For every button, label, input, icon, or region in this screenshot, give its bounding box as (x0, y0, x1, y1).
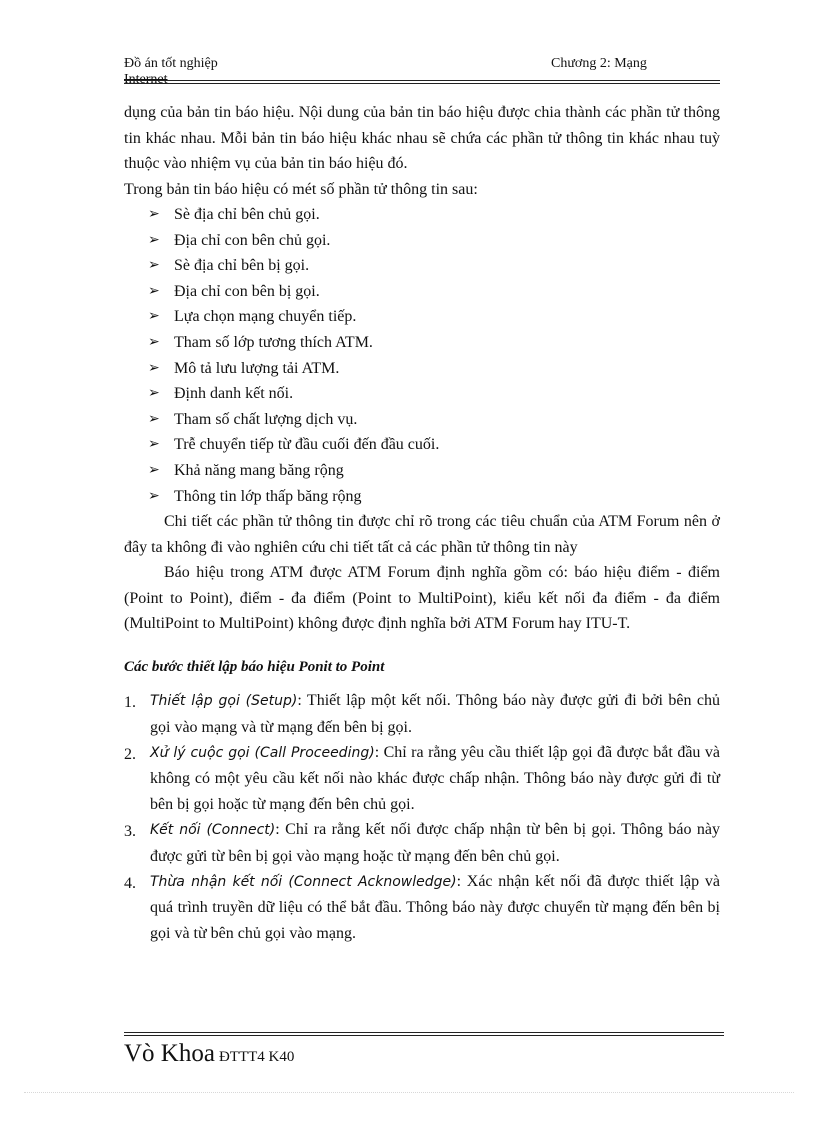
author-class: ĐTTT4 K40 (218, 1049, 295, 1065)
list-item: ➢ Thông tin lớp thấp băng rộng (148, 484, 720, 510)
step-term: Thiết lập gọi (Setup) (150, 693, 298, 710)
step-term: Xử lý cuộc gọi (Call Proceeding) (150, 744, 375, 761)
info-elements-list (124, 202, 720, 509)
arrow-bullet-icon: ➢ (148, 308, 160, 325)
arrow-bullet-icon: ➢ (148, 333, 160, 350)
arrow-bullet-icon: ➢ (148, 410, 160, 427)
page-header (124, 54, 720, 88)
page-edge-divider (24, 1092, 794, 1093)
list-item: ➢ Lựa chọn mạng chuyển tiếp. (148, 304, 720, 330)
header-thesis-label: Đồ án tốt nghiệp (124, 56, 218, 71)
author-name: Vò Khoa (124, 1040, 215, 1067)
step-item (124, 688, 720, 740)
step-term: Kết nối (Connect) (150, 822, 276, 839)
header-rule (124, 80, 720, 84)
setup-steps-list (124, 688, 720, 946)
footer-author (124, 1040, 294, 1068)
arrow-bullet-icon: ➢ (148, 436, 160, 453)
arrow-bullet-icon: ➢ (148, 359, 160, 376)
footer-rule (124, 1032, 724, 1036)
list-item: ➢ Trễ chuyển tiếp từ đầu cuối đến đầu cuối. (148, 432, 720, 458)
step-description: : Xác nhận kết nối đã được thiết lập và quá trình truyền dữ liệu có thể bắt đầu. Thông báo này được chuyển từ mạng đến bên bị gọi và từ bên chủ gọi vào mạng. (150, 872, 721, 942)
list-item: ➢ Địa chỉ con bên bị gọi. (148, 279, 720, 305)
step-number: 4. (124, 874, 136, 892)
list-item: ➢ Sè địa chỉ bên bị gọi. (148, 253, 720, 279)
step-item (124, 817, 720, 869)
arrow-bullet-icon: ➢ (148, 385, 160, 402)
info-elements-intro: Trong bản tin báo hiệu có mét số phần tử thông tin sau: (124, 180, 478, 198)
step-item (124, 869, 720, 946)
section-heading: Các bước thiết lập báo hiệu Ponit to Point (124, 658, 385, 675)
list-item: ➢ Sè địa chỉ bên chủ gọi. (148, 202, 720, 228)
page-body (124, 100, 720, 946)
arrow-bullet-icon: ➢ (148, 257, 160, 274)
step-description: : Chỉ ra rằng yêu cầu thiết lập gọi đã được bắt đầu và không có một yêu cầu kết nối nào khác được chấp nhận. Thông báo này được gửi đi từ bên bị gọi hoặc từ mạng đến bên chủ gọi. (150, 743, 720, 813)
step-term: Thừa nhận kết nối (Connect Acknowledge) (150, 873, 457, 890)
arrow-bullet-icon: ➢ (148, 231, 160, 248)
header-internet-label: Internet (124, 72, 168, 87)
arrow-bullet-icon: ➢ (148, 487, 160, 504)
step-number: 3. (124, 823, 136, 841)
details-paragraph: Chi tiết các phần tử thông tin được chỉ rõ trong các tiêu chuẩn của ATM Forum nên ở đây ta không đi vào nghiên cứu chi tiết tất cả các phần tử thông tin này (124, 513, 720, 556)
signaling-types-paragraph: Báo hiệu trong ATM được ATM Forum định nghĩa gồm có: báo hiệu điểm - điểm (Point to Point), điểm - đa điểm (Point to MultiPoint), kiểu kết nối đa điểm - đa điểm (MultiPoint to MultiPoint) không được định nghĩa bởi ATM Forum hay ITU-T. (124, 564, 720, 633)
step-number: 1. (124, 694, 136, 712)
arrow-bullet-icon: ➢ (148, 282, 160, 299)
list-item: ➢ Định danh kết nối. (148, 381, 720, 407)
step-description: : Thiết lập một kết nối. Thông báo này được gửi đi bởi bên chủ gọi vào mạng và từ mạng đến bên bị gọi. (150, 692, 720, 736)
arrow-bullet-icon: ➢ (148, 461, 160, 478)
list-item: ➢ Khả năng mang băng rộng (148, 458, 720, 484)
list-item: ➢ Tham số lớp tương thích ATM. (148, 330, 720, 356)
intro-paragraph: dụng của bản tin báo hiệu. Nội dung của bản tin báo hiệu được chia thành các phần tử thông tin khác nhau. Mỗi bản tin báo hiệu khác nhau sẽ chứa các phần tử thông tin khác nhau tuỳ thuộc vào nhiệm vụ của bản tin báo hiệu đó. (124, 104, 720, 172)
list-item: ➢ Tham số chất lượng dịch vụ. (148, 407, 720, 433)
step-description: : Chỉ ra rằng kết nối được chấp nhận từ bên bị gọi. Thông báo này được gửi từ bên bị gọi vào mạng hoặc từ mạng đến bên chủ gọi. (150, 821, 721, 865)
list-item: ➢ Địa chỉ con bên chủ gọi. (148, 228, 720, 254)
list-item: ➢ Mô tả lưu lượng tải ATM. (148, 356, 720, 382)
step-number: 2. (124, 745, 136, 763)
arrow-bullet-icon: ➢ (148, 206, 160, 222)
step-item (124, 740, 720, 817)
header-chapter-label: Chương 2: Mạng (551, 56, 647, 71)
